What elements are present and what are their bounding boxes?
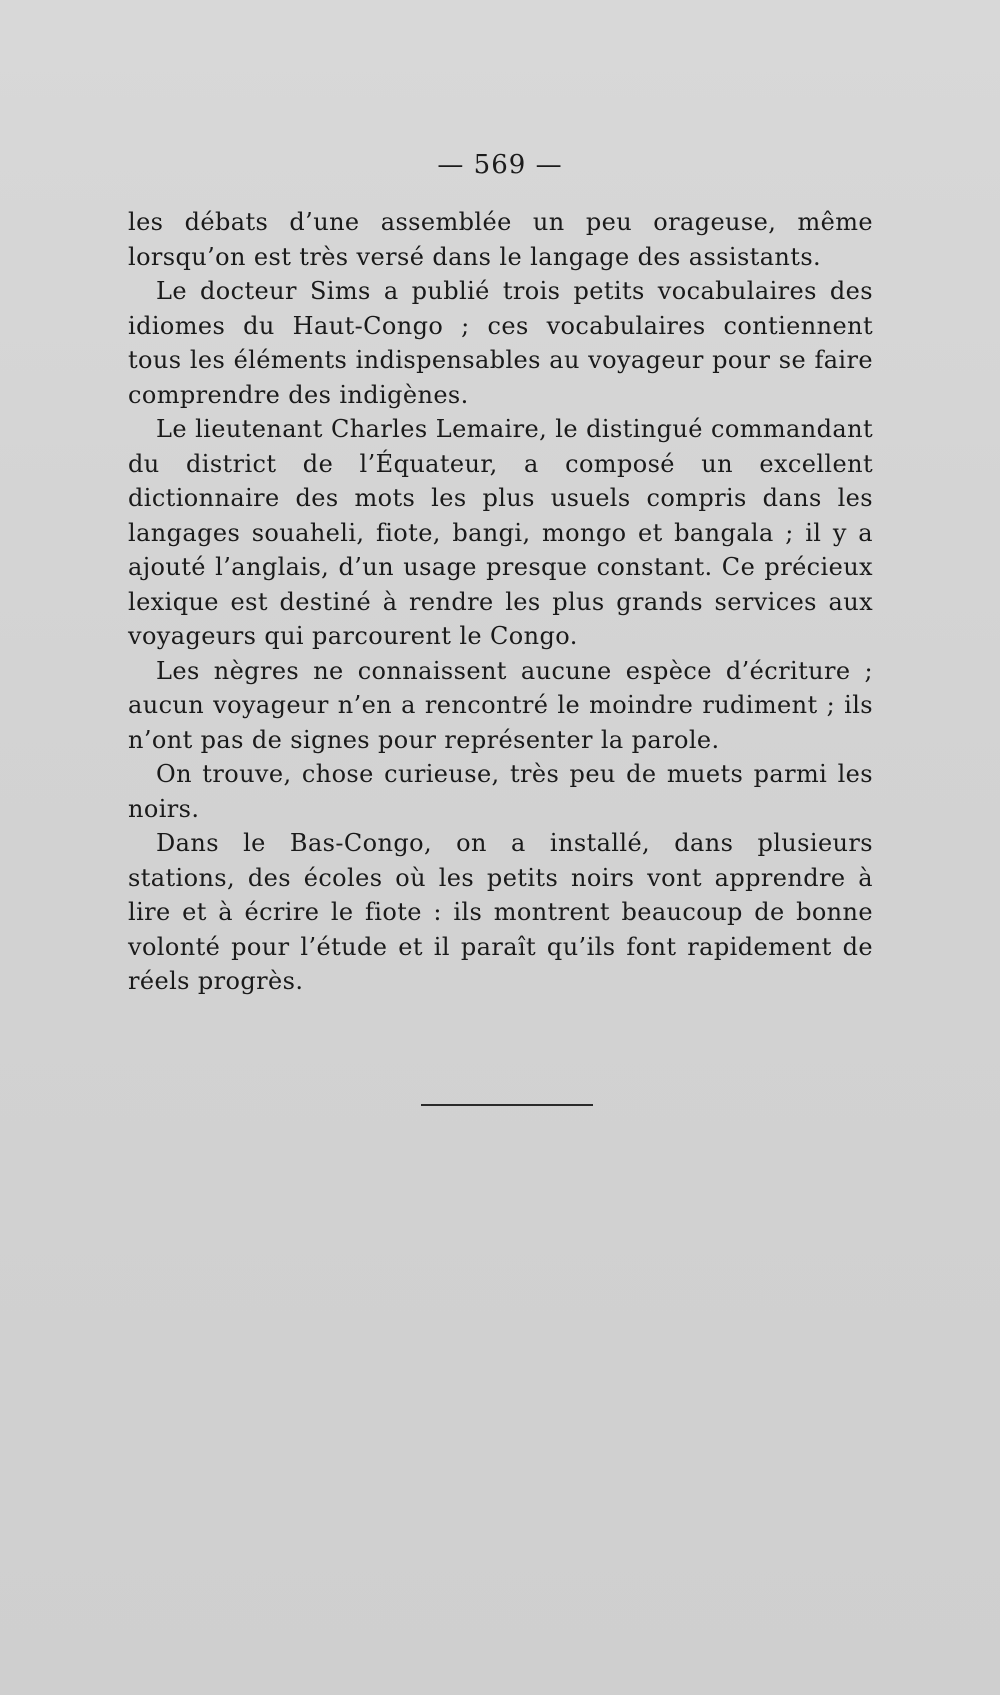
paragraph: Le lieutenant Charles Lemaire, le distingué commandant du district de l’Équateur, a composé un excellent dictionnaire des mots les plus usuels compris dans les langages souaheli, fiote, bangi, mongo et bangala ; il y a ajouté l’anglais, d’un usage presque constant. Ce précieux lexique est destiné à rendre les plus grands services aux voyageurs qui parcourent le Congo. <box>128 415 873 650</box>
body-text <box>128 205 873 999</box>
page-number: — 569 — <box>437 150 563 180</box>
paragraph: On trouve, chose curieuse, très peu de muets parmi les noirs. <box>128 760 873 823</box>
paragraph: Dans le Bas-Congo, on a installé, dans plusieurs stations, des écoles où les petits noirs vont apprendre à lire et à écrire le fiote : ils montrent beaucoup de bonne volonté pour l’étude et il paraît qu’ils font rapidement de réels progrès. <box>128 829 873 995</box>
paragraph-continuation: les débats d’une assemblée un peu orageuse, même lorsqu’on est très versé dans le langage des assistants. <box>128 208 873 271</box>
paragraph: Le docteur Sims a publié trois petits vocabulaires des idiomes du Haut-Congo ; ces vocabulaires contiennent tous les éléments indispensables au voyageur pour se faire comprendre des indigènes. <box>128 277 873 409</box>
paragraph: Les nègres ne connaissent aucune espèce d’écriture ; aucun voyageur n’en a rencontré le moindre rudiment ; ils n’ont pas de signes pour représenter la parole. <box>128 656 873 754</box>
section-end-rule <box>421 1104 593 1106</box>
